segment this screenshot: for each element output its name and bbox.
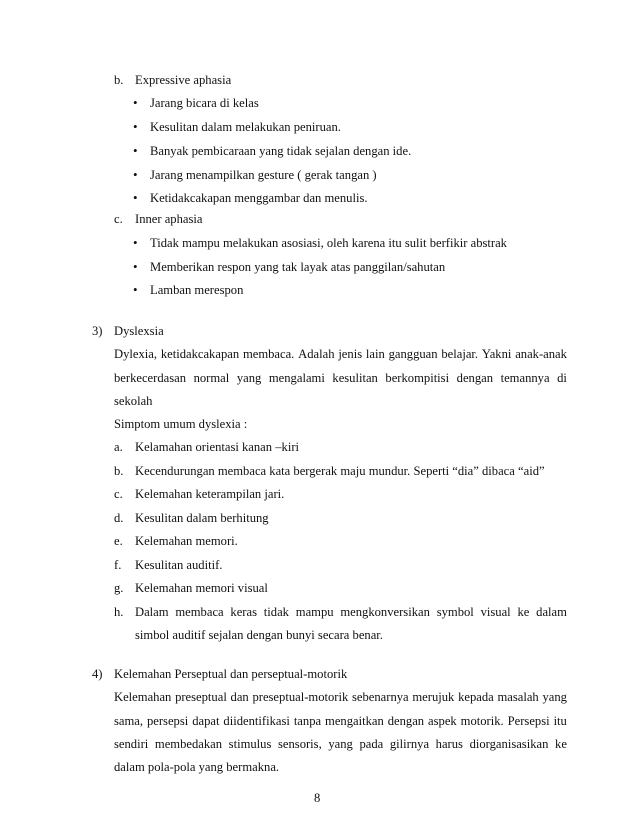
symptom-marker: f. [114,558,122,572]
word: preseptual [175,690,227,704]
word: stimulus [228,737,272,751]
word: lain [365,347,385,361]
word: yang [236,371,262,385]
word: ke [555,737,567,751]
symptom-item: Kelemahan memori visual [135,581,268,595]
word: symbol [436,605,474,619]
word: harus [435,737,463,751]
word: kepada [458,690,494,704]
symptom-item: Kelamahan orientasi kanan –kiri [135,440,300,454]
bullet-icon [133,282,138,298]
symptom-item: Kesulitan auditif. [135,558,223,572]
symptom-item: Kesulitan dalam berhitung [135,511,269,525]
word: pada [359,737,384,751]
word: keras [230,605,257,619]
section-4-marker: 4) [92,667,103,681]
word: sensoris, [278,737,322,751]
word: Persepsi [507,714,550,728]
word: diidentifikasi [223,714,290,728]
list-item: Kesulitan dalam melakukan peniruan. [150,120,341,134]
word: dalam [536,605,567,619]
bullet-icon [133,190,138,206]
word: dan [230,690,249,704]
word: merujuk [412,690,455,704]
word: tanpa [293,714,322,728]
word: membaca. [242,347,295,361]
symptom-item: Kecendurungan membaca kata bergerak maju mundur. Seperti “dia” dibaca “aid” [135,464,545,478]
paragraph-line: dalam pola-pola yang bermakna. [114,760,280,774]
word: mengkonversikan [340,605,430,619]
bullet-icon [133,143,138,159]
bullet-icon [133,95,138,111]
symptom-item: Kelemahan memori. [135,534,238,548]
word: dengan [456,371,494,385]
word: masalah [497,690,539,704]
list-item: Tidak mampu melakukan asosiasi, oleh karena itu sulit berfikir abstrak [150,236,507,250]
paragraph-line [114,736,567,752]
word: tidak [263,605,289,619]
section-c-title: Inner aphasia [135,212,203,226]
bullet-icon [133,235,138,251]
bullet-icon [133,259,138,275]
word: anak-anak [515,347,567,361]
section-3-marker: 3) [92,324,103,338]
word: temannya [500,371,550,385]
word: belajar. [441,347,479,361]
word: aspek [428,714,457,728]
word: motorik. [460,714,504,728]
word: membedakan [154,737,223,751]
symptom-marker: b. [114,464,124,478]
word: sama, [114,714,144,728]
list-item: Jarang menampilkan gesture ( gerak tangan ) [150,168,377,182]
bullet-icon [133,167,138,183]
word: berkecerdasan [114,371,187,385]
word: visual [480,605,511,619]
paragraph-line [114,346,567,362]
list-item: Lamban merespon [150,283,244,297]
word: mampu [295,605,334,619]
word: yang [328,737,353,751]
word: berkompitisi [385,371,450,385]
symptom-marker: e. [114,534,123,548]
word: mengalami [268,371,325,385]
word: yang [542,690,567,704]
word: Adalah [298,347,335,361]
page-number: 8 [314,791,321,805]
symptom-marker: d. [114,511,124,525]
paragraph-line [114,689,567,705]
word: di [557,371,567,385]
symptom-marker: a. [114,440,123,454]
word: ke [517,605,530,619]
symptom-item-continued: simbol auditif sejalan dengan bunyi secara benar. [135,628,383,642]
word: sendiri [114,737,149,751]
word: dapat [192,714,220,728]
symptom-marker: h. [114,605,124,619]
word: jenis [338,347,363,361]
symptom-item [135,604,567,620]
section-4-title: Kelemahan Perseptual dan perseptual-motorik [114,667,348,681]
word: preseptual-motorik [252,690,349,704]
paragraph-line: sekolah [114,394,153,408]
paragraph-line [114,370,567,386]
word: ketidakcakapan [160,347,240,361]
symptom-heading: Simptom umum dyslexia : [114,417,248,431]
word: mengaitkan [325,714,384,728]
symptom-marker: c. [114,487,123,501]
section-b-marker: b. [114,73,124,87]
symptom-marker: g. [114,581,124,595]
word: Yakni [481,347,512,361]
section-3-title: Dyslexsia [114,324,164,338]
bullet-icon [133,119,138,135]
word: Dalam [135,605,169,619]
word: kesulitan [332,371,378,385]
word: membaca [175,605,224,619]
list-item: Banyak pembicaraan yang tidak sejalan dengan ide. [150,144,412,158]
word: gilirnya [389,737,430,751]
list-item: Jarang bicara di kelas [150,96,259,110]
word: gangguan [388,347,438,361]
section-b-title: Expressive aphasia [135,73,232,87]
word: Kelemahan [114,690,172,704]
word: diorganisasikan [469,737,549,751]
word: persepsi [146,714,189,728]
list-item: Memberikan respon yang tak layak atas panggilan/sahutan [150,260,446,274]
word: sebenarnya [352,690,409,704]
paragraph-line [114,713,567,729]
section-c-marker: c. [114,212,123,226]
word: itu [553,714,567,728]
symptom-item: Kelemahan keterampilan jari. [135,487,285,501]
word: Dylexia, [114,347,158,361]
word: normal [193,371,230,385]
word: dengan [387,714,425,728]
list-item: Ketidakcakapan menggambar dan menulis. [150,191,368,205]
